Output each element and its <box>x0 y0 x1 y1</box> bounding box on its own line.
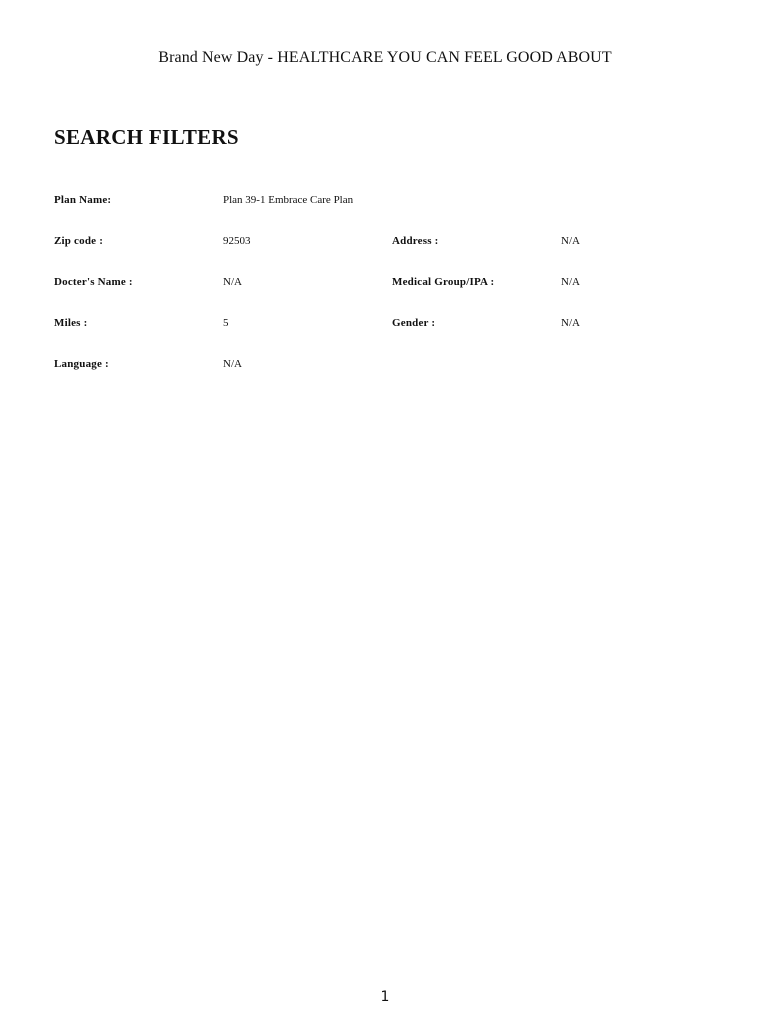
gender-value: N/A <box>561 317 580 329</box>
filter-row-zip-address <box>54 233 734 274</box>
plan-name-label: Plan Name: <box>54 194 112 206</box>
medical-group-value: N/A <box>561 276 580 288</box>
language-label: Language : <box>54 358 109 370</box>
plan-name-value: Plan 39-1 Embrace Care Plan <box>223 194 354 206</box>
filter-row-miles-gender <box>54 315 734 356</box>
zip-code-label: Zip code : <box>54 235 104 247</box>
filter-row-plan <box>54 192 734 233</box>
miles-label: Miles : <box>54 317 88 329</box>
section-title: SEARCH FILTERS <box>54 125 239 149</box>
address-label: Address : <box>392 235 439 247</box>
address-value: N/A <box>561 235 580 247</box>
filter-row-language <box>54 356 734 397</box>
doctor-name-label: Docter's Name : <box>54 276 133 288</box>
miles-value: 5 <box>223 317 229 329</box>
language-value: N/A <box>223 358 242 370</box>
medical-group-label: Medical Group/IPA : <box>392 276 495 288</box>
page-header: Brand New Day - HEALTHCARE YOU CAN FEEL GOOD ABOUT <box>158 49 612 66</box>
page-number: 1 <box>380 989 390 1005</box>
search-filters <box>54 192 734 397</box>
doctor-name-value: N/A <box>223 276 242 288</box>
filter-row-doctor-group <box>54 274 734 315</box>
zip-code-value: 92503 <box>223 235 251 247</box>
gender-label: Gender : <box>392 317 436 329</box>
